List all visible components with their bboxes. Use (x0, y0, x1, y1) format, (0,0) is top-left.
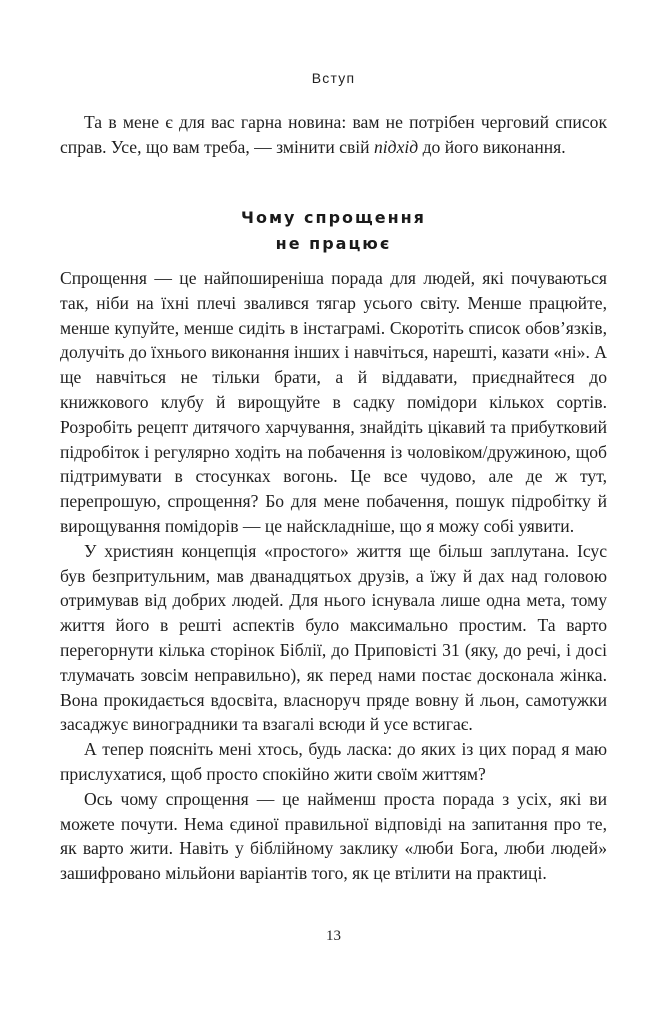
intro-emphasis: підхід (374, 136, 419, 157)
body-paragraph-3: А тепер поясніть мені хтось, будь ласка: до яких із цих порад я маю прислухатися, щоб просто спокійно жити своїм життям? (60, 739, 607, 784)
section-body (60, 266, 607, 886)
intro-paragraph (60, 110, 607, 160)
section-heading-line-2: не працює (275, 234, 392, 253)
section-heading (0, 205, 667, 257)
running-header: Вступ (311, 70, 356, 86)
section-heading-line-1: Чому спрощення (241, 208, 426, 227)
body-paragraph-1: Спрощення — це найпоширеніша порада для людей, які почуваються так, ніби на їхні плечі звалився тягар усього світу. Менше працюйте, менше купуйте, менше сидіть в інстаграмі. Скоротіть список обов’язків, долучіть до їхнього виконання інших і навчіться, нарешті, казати «ні». А ще навчіться не тільки брати, а й віддавати, приєднайтеся до книжкового клубу й вирощуйте в садку помідори кількох сортів. Розробіть рецепт дитячого харчування, знайдіть цікавий та прибутковий підробіток і регулярно ходіть на побачення із чоловіком/дружиною, щоб підтримувати в стосунках вогонь. Це все чудово, але де ж тут, перепрошую, спрощення? Бо для мене побачення, пошук підробітку й вирощування помідорів — це найскладніше, що я можу собі уявити. (60, 268, 607, 536)
body-paragraph-4: Ось чому спрощення — це найменш проста порада з усіх, які ви можете почути. Нема єдиної правильної відповіді на запитання про те, як варто жити. Навіть у біблійному заклику «люби Бога, люби людей» зашифровано мільйони варіантів того, як це втілити на практиці. (60, 788, 607, 884)
intro-text-start: Та в мене є для вас гарна новина: вам не потрібен черговий список справ. Усе, що вам треба, — змінити свій (60, 112, 607, 157)
body-paragraph-2: У християн концепція «простого» життя ще більш заплутана. Ісус був безпритульним, мав дванадцятьох друзів, а їжу й дах над головою отримував від добрих людей. Для нього існувала лише одна мета, тому життя його в решті аспектів було максимально простим. Та варто перегорнути кілька сторінок Біблії, до Приповісті 31 (яку, до речі, і досі тлумачать зовсім неправильно), як перед нами постає досконала жінка. Вона прокидається вдосвіта, власноруч пряде вовну й льон, самотужки засаджує виноградники та взагалі всюди й усе встигає. (60, 540, 607, 735)
page-number: 13 (326, 928, 341, 944)
intro-paragraph-block (60, 110, 607, 160)
intro-text-end: до його виконання. (418, 136, 566, 157)
